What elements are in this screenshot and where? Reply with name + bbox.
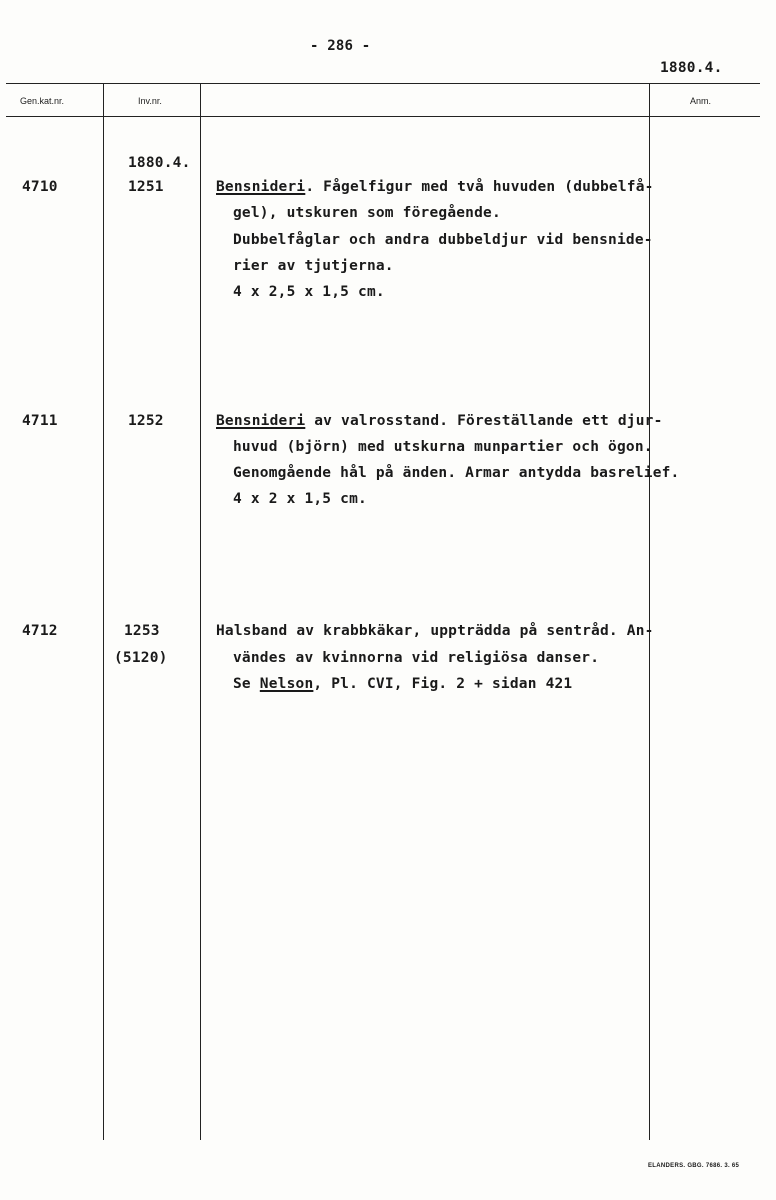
gen-kat-number: 4712 xyxy=(22,623,58,639)
entry-reference xyxy=(233,676,572,692)
entry-title: Bensnideri xyxy=(216,413,306,429)
gen-kat-number: 4711 xyxy=(22,413,58,429)
entry-line: huvud (björn) med utskurna munpartier och ögon. xyxy=(233,439,653,455)
entry-line: 4 x 2,5 x 1,5 cm. xyxy=(233,284,385,300)
entry-line: Genomgående hål på änden. Armar antydda basrelief. xyxy=(233,465,680,481)
gen-kat-number: 4710 xyxy=(22,179,58,195)
entry-line xyxy=(216,179,654,195)
column-divider-1 xyxy=(103,83,104,1140)
column-divider-2 xyxy=(200,83,201,1140)
inv-number: 1251 xyxy=(128,179,164,195)
entry-line: rier av tjutjerna. xyxy=(233,258,394,274)
reference-detail: , Pl. CVI, Fig. 2 + sidan 421 xyxy=(313,676,573,692)
entry-line: gel), utskuren som föregående. xyxy=(233,205,501,221)
column-header-inv: Inv.nr. xyxy=(138,96,162,106)
column-header-gen-kat: Gen.kat.nr. xyxy=(20,96,65,106)
entry-line xyxy=(216,413,663,429)
printer-imprint: ELANDERS. GBG. 7686. 3. 65 xyxy=(648,1163,740,1169)
entry-title: Bensnideri xyxy=(216,179,306,195)
reference-prefix: Se xyxy=(233,676,260,692)
inv-number-old: (5120) xyxy=(114,650,168,666)
entry-line: Halsband av krabbkäkar, uppträdda på sentråd. An- xyxy=(216,623,654,639)
header-bottom-rule xyxy=(6,116,760,117)
entry-text: av valrosstand. Föreställande ett djur- xyxy=(305,413,663,429)
entry-line: Dubbelfåglar och andra dubbeldjur vid bensnide- xyxy=(233,232,653,248)
column-header-anm: Anm. xyxy=(690,96,712,106)
year-code: 1880.4. xyxy=(660,60,723,76)
inv-number: 1253 xyxy=(124,623,160,639)
entry-text: . Fågelfigur med två huvuden (dubbelfå- xyxy=(305,179,654,195)
entry-line: vändes av kvinnorna vid religiösa danser. xyxy=(233,650,600,666)
header-top-rule xyxy=(6,83,760,84)
page-number: - 286 - xyxy=(310,38,371,54)
section-year: 1880.4. xyxy=(128,155,191,171)
inv-number: 1252 xyxy=(128,413,164,429)
entry-line: 4 x 2 x 1,5 cm. xyxy=(233,491,367,507)
reference-author: Nelson xyxy=(259,676,314,692)
